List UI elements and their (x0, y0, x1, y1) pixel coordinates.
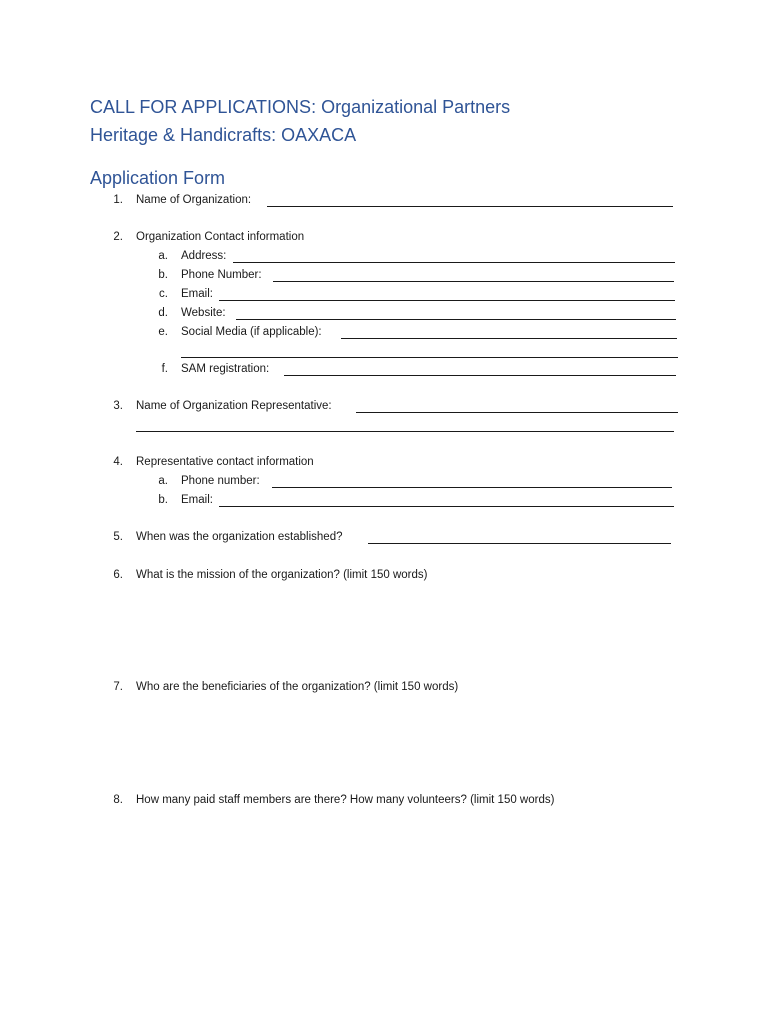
sub-label: Website: (181, 307, 226, 319)
question-number: 8. (113, 794, 123, 806)
question-label: Organization Contact information (136, 231, 305, 243)
org-email-field[interactable] (219, 300, 675, 301)
call-title: CALL FOR APPLICATIONS: Organizational Partners (90, 97, 511, 117)
question-number: 7. (113, 681, 123, 693)
sub-number: b. (158, 494, 168, 506)
sub-label: Email: (181, 288, 213, 300)
sub-number: a. (158, 250, 168, 262)
sub-number: d. (158, 307, 168, 319)
social-media-field[interactable] (341, 338, 677, 339)
sub-number: f. (161, 363, 168, 375)
question-label: Name of Organization Representative: (136, 400, 332, 412)
sub-label: SAM registration: (181, 363, 270, 375)
question-number: 4. (113, 456, 123, 468)
form-heading: Application Form (90, 168, 226, 188)
question-number: 6. (113, 569, 123, 581)
question-label: Representative contact information (136, 456, 314, 468)
question-label: Name of Organization: (136, 194, 252, 206)
question-number: 1. (113, 194, 123, 206)
representative-name-field[interactable] (356, 412, 678, 413)
question-number: 2. (113, 231, 123, 243)
representative-name-field-continued[interactable] (136, 431, 674, 432)
sub-label: Phone Number: (181, 269, 262, 281)
program-title: Heritage & Handicrafts: OAXACA (90, 125, 357, 145)
sub-label: Address: (181, 250, 227, 262)
question-label: Who are the beneficiaries of the organization? (limit 150 words) (136, 681, 459, 693)
question-label: When was the organization established? (136, 531, 343, 543)
question-number: 5. (113, 531, 123, 543)
sub-label: Email: (181, 494, 213, 506)
sub-number: e. (158, 326, 168, 338)
established-date-field[interactable] (368, 543, 671, 544)
org-phone-field[interactable] (273, 281, 674, 282)
rep-email-field[interactable] (219, 506, 674, 507)
sub-number: b. (158, 269, 168, 281)
sub-label: Phone number: (181, 475, 260, 487)
social-media-field-continued[interactable] (181, 357, 678, 358)
question-label: What is the mission of the organization? (limit 150 words) (136, 569, 428, 581)
organization-name-field[interactable] (267, 206, 673, 207)
rep-phone-field[interactable] (272, 487, 672, 488)
website-field[interactable] (236, 319, 676, 320)
address-field[interactable] (233, 262, 675, 263)
sub-label: Social Media (if applicable): (181, 326, 322, 338)
sub-number: a. (158, 475, 168, 487)
sub-number: c. (159, 288, 168, 300)
question-label: How many paid staff members are there? How many volunteers? (limit 150 words) (136, 794, 555, 806)
sam-registration-field[interactable] (284, 375, 676, 376)
question-number: 3. (113, 400, 123, 412)
